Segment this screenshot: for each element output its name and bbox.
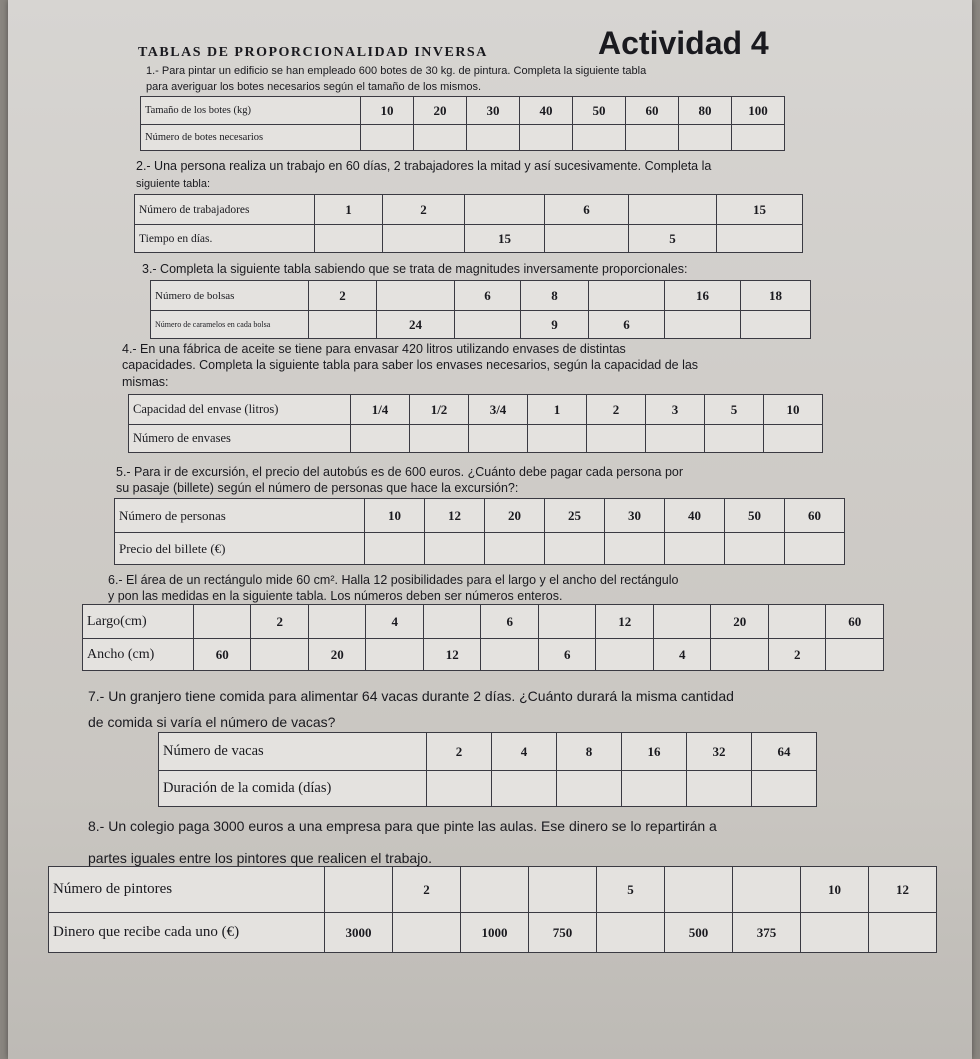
- table-q1-cell: 10: [361, 97, 414, 125]
- table-q4-cell: [764, 425, 823, 453]
- table-q3-cell: 8: [521, 281, 589, 311]
- table-q8-cell: 5: [597, 867, 665, 913]
- table-q3: [150, 280, 811, 339]
- table-q4-row-answers: [129, 425, 823, 453]
- table-q5-row-header: [115, 499, 845, 533]
- table-q3-cell: [455, 311, 521, 339]
- table-q8-cell: [869, 913, 937, 953]
- table-q6-cell: [653, 605, 711, 639]
- table-q5-cell: [725, 533, 785, 565]
- table-q6-cell: [308, 605, 366, 639]
- table-q6-label: Largo(cm): [83, 605, 194, 639]
- table-q5-cell: 12: [425, 499, 485, 533]
- table-q8-label: Número de pintores: [49, 867, 325, 913]
- table-q8-label: Dinero que recibe cada uno (€): [49, 913, 325, 953]
- table-q2-cell: [465, 195, 545, 225]
- question-4-line-2: capacidades. Completa la siguiente tabla para saber los envases necesarios, según la capacidad de las: [122, 358, 699, 372]
- table-q5-cell: 30: [605, 499, 665, 533]
- table-q4-cell: 5: [705, 395, 764, 425]
- table-q8-cell: [665, 867, 733, 913]
- table-q6-cell: 20: [308, 639, 366, 671]
- table-q7-cell: [427, 771, 492, 807]
- table-q2-cell: [383, 225, 465, 253]
- table-q6-cell: 60: [193, 639, 251, 671]
- table-q6-cell: [826, 639, 884, 671]
- table-q1-cell: 80: [679, 97, 732, 125]
- table-q1-row-answers: [141, 125, 785, 151]
- table-q2-label: Número de trabajadores: [135, 195, 315, 225]
- table-q6-cell: [366, 639, 424, 671]
- question-7-line-2: de comida si varía el número de vacas?: [88, 714, 336, 730]
- table-q2: [134, 194, 803, 253]
- question-6-line-2: y pon las medidas en la siguiente tabla. Los números deben ser números enteros.: [108, 589, 563, 603]
- table-q7-row-answers: [159, 771, 817, 807]
- table-q4-row-header: [129, 395, 823, 425]
- table-q5-cell: 60: [785, 499, 845, 533]
- table-q6-cell: [768, 605, 826, 639]
- table-q3-cell: 6: [455, 281, 521, 311]
- table-q4-cell: [351, 425, 410, 453]
- table-q2-cell: [545, 225, 629, 253]
- table-q6-row-answers: [83, 639, 884, 671]
- table-q2-row-header: [135, 195, 803, 225]
- table-q7-row-header: [159, 733, 817, 771]
- table-q4-label: Capacidad del envase (litros): [129, 395, 351, 425]
- table-q5-cell: [785, 533, 845, 565]
- table-q3-cell: 24: [377, 311, 455, 339]
- question-6-line-1: 6.- El área de un rectángulo mide 60 cm². Halla 12 posibilidades para el largo y el ancho del rectángulo: [108, 573, 679, 587]
- question-4-line-1: 4.- En una fábrica de aceite se tiene para envasar 420 litros utilizando envases de distintas: [122, 342, 626, 356]
- worksheet-title: TABLAS DE PROPORCIONALIDAD INVERSA: [138, 45, 488, 60]
- table-q4-cell: [469, 425, 528, 453]
- table-q8-cell: 12: [869, 867, 937, 913]
- table-q3-cell: 9: [521, 311, 589, 339]
- table-q5-cell: [485, 533, 545, 565]
- table-q4-cell: 1/4: [351, 395, 410, 425]
- table-q3-cell: [377, 281, 455, 311]
- table-q8-cell: [529, 867, 597, 913]
- table-q3-label: Número de caramelos en cada bolsa: [151, 311, 309, 339]
- table-q1-cell: [361, 125, 414, 151]
- table-q5-cell: 20: [485, 499, 545, 533]
- table-q6: [82, 604, 884, 671]
- table-q5-cell: [545, 533, 605, 565]
- table-q1-cell: 30: [467, 97, 520, 125]
- table-q7-cell: [687, 771, 752, 807]
- table-q8-cell: [325, 867, 393, 913]
- table-q8-cell: 500: [665, 913, 733, 953]
- table-q5-cell: [665, 533, 725, 565]
- table-q5-cell: [365, 533, 425, 565]
- table-q7-label: Duración de la comida (días): [159, 771, 427, 807]
- table-q4: [128, 394, 823, 453]
- table-q6-cell: 6: [481, 605, 539, 639]
- table-q4-cell: 10: [764, 395, 823, 425]
- table-q8-cell: 2: [393, 867, 461, 913]
- table-q6-cell: 12: [423, 639, 481, 671]
- table-q6-cell: 2: [251, 605, 309, 639]
- table-q7-cell: 4: [492, 733, 557, 771]
- table-q3-cell: [589, 281, 665, 311]
- table-q6-cell: 12: [596, 605, 654, 639]
- table-q8-cell: 750: [529, 913, 597, 953]
- question-4-line-3: mismas:: [122, 375, 169, 389]
- worksheet-page: [8, 0, 972, 1059]
- table-q8-cell: [461, 867, 529, 913]
- table-q5-cell: 50: [725, 499, 785, 533]
- table-q2-cell: [717, 225, 803, 253]
- table-q4-cell: [528, 425, 587, 453]
- table-q2-cell: 1: [315, 195, 383, 225]
- table-q1-cell: [414, 125, 467, 151]
- table-q5-cell: 10: [365, 499, 425, 533]
- table-q6-row-header: [83, 605, 884, 639]
- table-q3-cell: 16: [665, 281, 741, 311]
- table-q4-cell: 3: [646, 395, 705, 425]
- table-q4-cell: [705, 425, 764, 453]
- table-q4-label: Número de envases: [129, 425, 351, 453]
- table-q8-cell: [597, 913, 665, 953]
- question-8-line-1: 8.- Un colegio paga 3000 euros a una empresa para que pinte las aulas. Ese dinero se lo repartirán a: [88, 818, 717, 834]
- question-2-line-2: siguiente tabla:: [136, 178, 210, 190]
- table-q8-cell: 3000: [325, 913, 393, 953]
- table-q6-cell: [596, 639, 654, 671]
- table-q3-cell: 6: [589, 311, 665, 339]
- table-q2-label: Tiempo en días.: [135, 225, 315, 253]
- table-q5-label: Precio del billete (€): [115, 533, 365, 565]
- activity-heading: Actividad 4: [598, 25, 769, 61]
- question-8-line-2: partes iguales entre los pintores que realicen el trabajo.: [88, 850, 432, 866]
- table-q3-label: Número de bolsas: [151, 281, 309, 311]
- question-7-line-1: 7.- Un granjero tiene comida para alimentar 64 vacas durante 2 días. ¿Cuánto durará la misma cantidad: [88, 688, 734, 704]
- table-q6-cell: 20: [711, 605, 769, 639]
- table-q4-cell: 1/2: [410, 395, 469, 425]
- table-q1-cell: 20: [414, 97, 467, 125]
- table-q8-row-answers: [49, 913, 937, 953]
- table-q1: [140, 96, 785, 151]
- table-q4-cell: [646, 425, 705, 453]
- table-q7-cell: 16: [622, 733, 687, 771]
- table-q5-label: Número de personas: [115, 499, 365, 533]
- table-q5-cell: 40: [665, 499, 725, 533]
- table-q1-cell: 40: [520, 97, 573, 125]
- table-q4-cell: 2: [587, 395, 646, 425]
- table-q7-cell: [622, 771, 687, 807]
- table-q3-cell: 18: [741, 281, 811, 311]
- table-q7-label: Número de vacas: [159, 733, 427, 771]
- table-q1-label: Tamaño de los botes (kg): [141, 97, 361, 125]
- table-q1-cell: [573, 125, 626, 151]
- table-q7-cell: 32: [687, 733, 752, 771]
- table-q2-row-answers: [135, 225, 803, 253]
- table-q1-cell: [467, 125, 520, 151]
- table-q8: [48, 866, 937, 953]
- table-q2-cell: 2: [383, 195, 465, 225]
- table-q8-cell: 375: [733, 913, 801, 953]
- table-q1-row-header: [141, 97, 785, 125]
- table-q5-cell: [425, 533, 485, 565]
- question-2-line-1: 2.- Una persona realiza un trabajo en 60 días, 2 trabajadores la mitad y así sucesivamente. Completa la: [136, 159, 712, 173]
- table-q1-cell: 50: [573, 97, 626, 125]
- table-q6-cell: 2: [768, 639, 826, 671]
- question-3-line-1: 3.- Completa la siguiente tabla sabiendo que se trata de magnitudes inversamente proporcionales:: [142, 262, 688, 276]
- table-q2-cell: [629, 195, 717, 225]
- table-q1-cell: 60: [626, 97, 679, 125]
- table-q3-row-answers: [151, 311, 811, 339]
- table-q6-cell: [423, 605, 481, 639]
- table-q8-cell: [393, 913, 461, 953]
- table-q7-cell: [557, 771, 622, 807]
- table-q6-cell: [193, 605, 251, 639]
- table-q1-cell: [626, 125, 679, 151]
- table-q1-label: Número de botes necesarios: [141, 125, 361, 151]
- question-5-line-1: 5.- Para ir de excursión, el precio del autobús es de 600 euros. ¿Cuánto debe pagar cada persona por: [116, 465, 684, 479]
- table-q5-row-answers: [115, 533, 845, 565]
- table-q7-cell: [752, 771, 817, 807]
- table-q4-cell: 1: [528, 395, 587, 425]
- table-q6-label: Ancho (cm): [83, 639, 194, 671]
- table-q6-cell: [481, 639, 539, 671]
- question-1-line-2: para averiguar los botes necesarios según el tamaño de los mismos.: [146, 81, 482, 93]
- table-q1-cell: [520, 125, 573, 151]
- table-q6-cell: 60: [826, 605, 884, 639]
- table-q5: [114, 498, 845, 565]
- table-q6-cell: 4: [366, 605, 424, 639]
- table-q8-row-header: [49, 867, 937, 913]
- table-q4-cell: [410, 425, 469, 453]
- table-q6-cell: [251, 639, 309, 671]
- question-1-line-1: 1.- Para pintar un edificio se han empleado 600 botes de 30 kg. de pintura. Completa la siguiente tabla: [146, 65, 647, 77]
- table-q1-cell: [732, 125, 785, 151]
- table-q2-cell: 15: [717, 195, 803, 225]
- table-q6-cell: [538, 605, 596, 639]
- table-q7-cell: [492, 771, 557, 807]
- table-q4-cell: 3/4: [469, 395, 528, 425]
- table-q1-cell: 100: [732, 97, 785, 125]
- table-q6-cell: 4: [653, 639, 711, 671]
- table-q8-cell: 1000: [461, 913, 529, 953]
- question-5-line-2: su pasaje (billete) según el número de personas que hace la excursión?:: [116, 481, 519, 495]
- table-q7-cell: 64: [752, 733, 817, 771]
- table-q3-cell: [741, 311, 811, 339]
- table-q7-cell: 2: [427, 733, 492, 771]
- table-q8-cell: [801, 913, 869, 953]
- table-q6-cell: 6: [538, 639, 596, 671]
- table-q7-cell: 8: [557, 733, 622, 771]
- table-q3-cell: [665, 311, 741, 339]
- table-q8-cell: [733, 867, 801, 913]
- table-q1-cell: [679, 125, 732, 151]
- table-q3-row-header: [151, 281, 811, 311]
- table-q2-cell: 15: [465, 225, 545, 253]
- table-q4-cell: [587, 425, 646, 453]
- table-q2-cell: 6: [545, 195, 629, 225]
- table-q3-cell: 2: [309, 281, 377, 311]
- table-q5-cell: 25: [545, 499, 605, 533]
- table-q8-cell: 10: [801, 867, 869, 913]
- table-q7: [158, 732, 817, 807]
- table-q2-cell: [315, 225, 383, 253]
- table-q3-cell: [309, 311, 377, 339]
- table-q2-cell: 5: [629, 225, 717, 253]
- table-q6-cell: [711, 639, 769, 671]
- table-q5-cell: [605, 533, 665, 565]
